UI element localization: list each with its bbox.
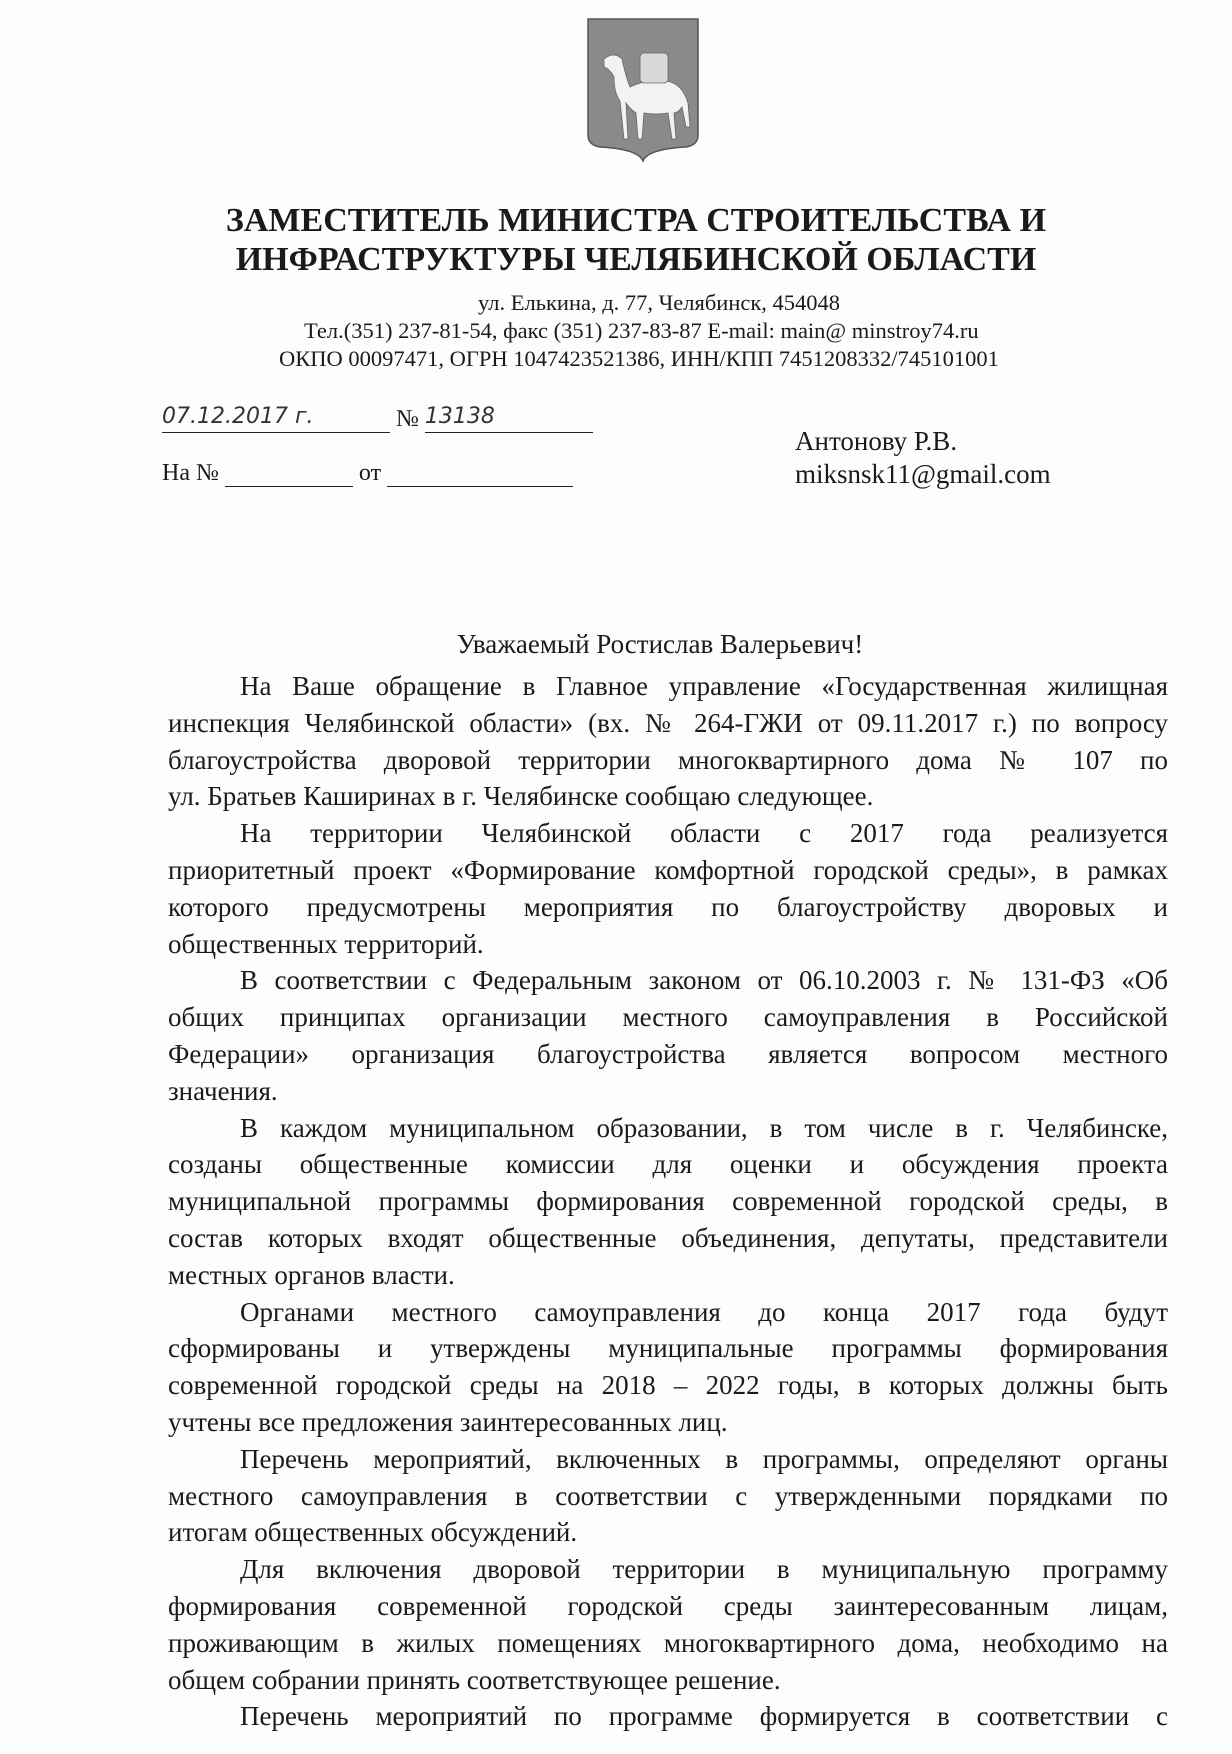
body-line: Федерации» организация благоустройства является вопросом местного [168, 1038, 1168, 1069]
reply-number-blank [225, 458, 353, 487]
body-line: общих принципах организации местного самоуправления в Российской [168, 1002, 1168, 1033]
recipient-email: miksnsk11@gmail.com [795, 459, 1051, 489]
reply-reference-line [162, 458, 573, 487]
letter-body [168, 668, 1168, 1735]
body-line: Перечень мероприятий по программе формируется в соответствии с [240, 1701, 1168, 1732]
body-line: современной городской среды на 2018 – 2022 годы, в которых должны быть [168, 1370, 1168, 1401]
body-line: которого предусмотрены мероприятия по благоустройству дворовых и [168, 891, 1168, 922]
salutation: Уважаемый Ростислав Валерьевич! [456, 629, 864, 659]
registration-number-label: № [396, 406, 419, 432]
reply-date-blank [387, 458, 573, 487]
body-line: На территории Челябинской области с 2017 года реализуется [240, 818, 1168, 849]
body-line: муниципальной программы формирования современной городской среды, в [168, 1186, 1168, 1217]
body-line: приоритетный проект «Формирование комфортной городской среды», в рамках [168, 854, 1168, 885]
header-title-line1: ЗАМЕСТИТЕЛЬ МИНИСТРА СТРОИТЕЛЬСТВА И [225, 202, 1047, 239]
body-line: Перечень мероприятий, включенных в программы, определяют органы [240, 1443, 1168, 1474]
body-line: инспекция Челябинской области» (вх. № 264-ГЖИ от 09.11.2017 г.) по вопросу [168, 707, 1168, 738]
header-contacts: Тел.(351) 237-81-54, факс (351) 237-83-87 E-mail: main@ minstroy74.ru [304, 318, 979, 343]
header-address: ул. Елькина, д. 77, Челябинск, 454048 [478, 290, 841, 315]
header-codes: ОКПО 00097471, ОГРН 1047423521386, ИНН/КПП 7451208332/745101001 [279, 346, 999, 371]
body-line: формирования современной городской среды заинтересованным лицам, [168, 1590, 1168, 1621]
body-line: общем собрании принять соответствующее решение. [168, 1664, 781, 1695]
body-line: Органами местного самоуправления до конца 2017 года будут [240, 1296, 1168, 1327]
reply-from-label: от [358, 460, 382, 486]
body-line: ул. Братьев Каширинах в г. Челябинске сообщаю следующее. [168, 781, 874, 812]
body-line: общественных территорий. [168, 928, 484, 959]
registration-line [162, 404, 593, 433]
recipient-name: Антонову Р.В. [795, 426, 958, 456]
body-line: сформированы и утверждены муниципальные программы формирования [168, 1333, 1168, 1364]
body-line: местных органов власти. [168, 1259, 455, 1290]
coat-of-arms-emblem [586, 17, 700, 163]
body-line: состав которых входят общественные объединения, депутаты, представители [168, 1222, 1168, 1253]
body-line: проживающим в жилых помещениях многоквартирного дома, необходимо на [168, 1627, 1168, 1658]
reply-number-label: На № [162, 460, 219, 486]
registration-number: 13138 [425, 404, 593, 433]
body-line: На Ваше обращение в Главное управление «Государственная жилищная [240, 671, 1168, 701]
body-line: благоустройства дворовой территории многоквартирного дома № 107 по [168, 744, 1168, 775]
body-line: созданы общественные комиссии для оценки и обсуждения проекта [168, 1149, 1168, 1180]
body-line: Для включения дворовой территории в муниципальную программу [240, 1554, 1168, 1585]
body-line: значения. [168, 1075, 278, 1106]
body-line: В соответствии с Федеральным законом от 06.10.2003 г. № 131-ФЗ «Об [240, 965, 1168, 996]
body-line: местного самоуправления в соответствии с утвержденными порядками по [168, 1480, 1168, 1511]
body-line: итогам общественных обсуждений. [168, 1517, 578, 1548]
body-line: В каждом муниципальном образовании, в том числе в г. Челябинске, [240, 1112, 1168, 1143]
body-line: учтены все предложения заинтересованных лиц. [168, 1406, 728, 1437]
header-title-line2: ИНФРАСТРУКТУРЫ ЧЕЛЯБИНСКОЙ ОБЛАСТИ [235, 241, 1037, 278]
registration-date: 07.12.2017 г. [162, 404, 390, 433]
